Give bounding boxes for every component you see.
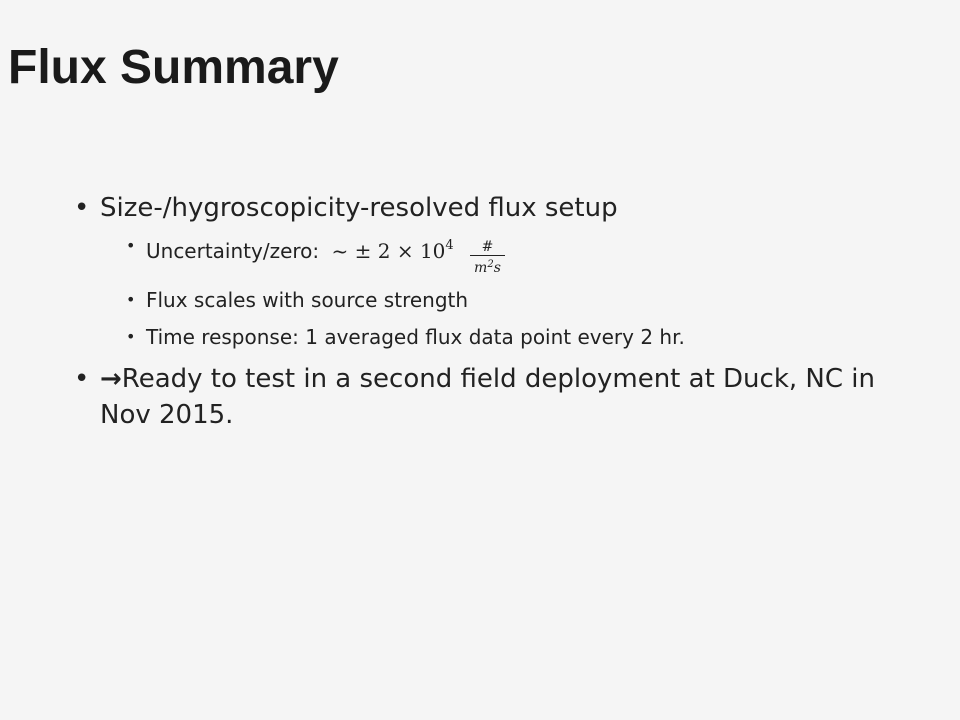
uncertainty-unit-fraction: [470, 239, 505, 277]
denominator-exponent: 2: [487, 259, 494, 270]
time-response-text: Time response: 1 averaged flux data point every 2 hr.: [146, 325, 685, 349]
uncertainty-mantissa: ~ ± 2 × 10: [331, 239, 446, 263]
denominator-tail: s: [493, 260, 501, 276]
bullet-list: [72, 190, 932, 433]
uncertainty-label: Uncertainty/zero:: [146, 239, 320, 263]
bullet-dot: •: [74, 364, 90, 394]
uncertainty-value: [332, 239, 454, 263]
bullet-setup: [72, 190, 932, 226]
next-step-text: Ready to test in a second field deployment at Duck, NC in Nov 2015.: [100, 364, 875, 430]
bullet-setup-text: Size-/hygroscopicity-resolved flux setup: [100, 193, 618, 223]
bullet-next-step: [72, 361, 932, 433]
sub-bullet-flux-scaling: [126, 286, 932, 314]
fraction-numerator: #: [481, 239, 494, 255]
sub-bullet-uncertainty: [126, 232, 932, 277]
bullet-dot: •: [74, 193, 90, 223]
sub-bullet-dot: •: [126, 290, 136, 309]
sub-bullet-dot: •: [126, 327, 136, 346]
flux-scaling-text: Flux scales with source strength: [146, 288, 469, 312]
uncertainty-exponent: 4: [445, 238, 454, 253]
right-arrow-icon: →: [100, 364, 122, 394]
slide-title: Flux Summary: [8, 41, 339, 94]
sub-bullet-list: [72, 232, 932, 351]
denominator-base: m: [474, 260, 488, 276]
fraction-denominator: [470, 256, 505, 277]
sub-bullet-dot: •: [126, 236, 136, 255]
sub-bullet-time-response: [126, 323, 932, 351]
